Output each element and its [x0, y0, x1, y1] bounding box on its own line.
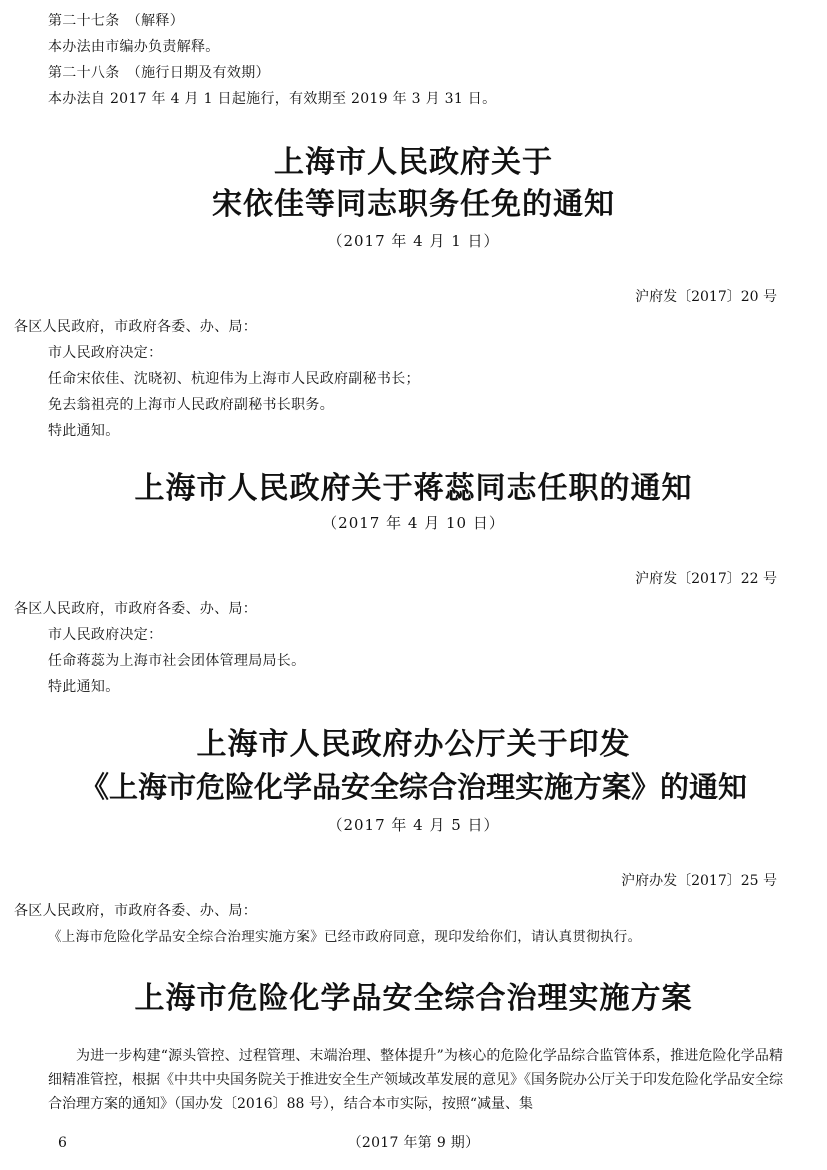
- notice1-title-line1: 上海市人民政府关于: [274, 145, 553, 180]
- notice2-date: （2017 年 4 月 10 日）: [322, 514, 505, 532]
- notice1-date: （2017 年 4 月 1 日）: [327, 232, 500, 250]
- notice1-line: 市人民政府决定：: [48, 345, 163, 361]
- issue-label: （2017 年第 9 期）: [347, 1135, 480, 1151]
- article-28-title: 第二十八条 （施行日期及有效期）: [48, 65, 270, 81]
- notice3-date: （2017 年 4 月 5 日）: [327, 816, 500, 834]
- plan-title: 上海市危险化学品安全综合治理实施方案: [134, 981, 693, 1016]
- article-27-text: 本办法由市编办负责解释。: [48, 39, 220, 55]
- notice2-doc-number: 沪府发〔2017〕22 号: [635, 571, 777, 587]
- notice2-line: 市人民政府决定：: [48, 627, 163, 643]
- notice1-addressee: 各区人民政府，市政府各委、办、局：: [14, 319, 258, 335]
- notice3-doc-number: 沪府办发〔2017〕25 号: [621, 873, 777, 889]
- notice3-addressee: 各区人民政府，市政府各委、办、局：: [14, 903, 258, 919]
- notice1-title-line2: 宋依佳等同志职务任免的通知: [212, 187, 615, 222]
- notice2-addressee: 各区人民政府，市政府各委、办、局：: [14, 601, 258, 617]
- plan-paragraph: 为进一步构建“源头管控、过程管理、末端治理、整体提升”为核心的危险化学品综合监管体系，推进危险化学品精细精准管控，根据《中共中央国务院关于推进安全生产领域改革发展的意见》《国务院办公厅关于印发危险化学品安全综合治理方案的通知》（国办发〔2016〕88 号），结合本市实际，按照“减量、集: [48, 1048, 783, 1112]
- article-28-text: 本办法自 2017 年 4 月 1 日起施行，有效期至 2019 年 3 月 31 日。: [48, 91, 497, 107]
- notice1-line: 免去翁祖亮的上海市人民政府副秘书长职务。: [48, 397, 334, 413]
- notice2-title: 上海市人民政府关于蒋蕊同志任职的通知: [134, 471, 693, 506]
- notice3-title-line2: 《上海市危险化学品安全综合治理实施方案》的通知: [79, 770, 747, 804]
- notice2-line: 任命蒋蕊为上海市社会团体管理局局长。: [48, 653, 306, 669]
- notice1-line: 任命宋依佳、沈晓初、杭迎伟为上海市人民政府副秘书长；: [48, 371, 420, 387]
- notice3-body: 《上海市危险化学品安全综合治理实施方案》已经市政府同意，现印发给你们，请认真贯彻执行。: [48, 929, 642, 945]
- article-27-title: 第二十七条 （解释）: [48, 13, 184, 29]
- page-number: 6: [58, 1135, 68, 1151]
- notice3-title-line1: 上海市人民政府办公厅关于印发: [196, 727, 631, 762]
- notice1-line: 特此通知。: [48, 423, 120, 439]
- notice2-line: 特此通知。: [48, 679, 120, 695]
- notice1-doc-number: 沪府发〔2017〕20 号: [635, 289, 777, 305]
